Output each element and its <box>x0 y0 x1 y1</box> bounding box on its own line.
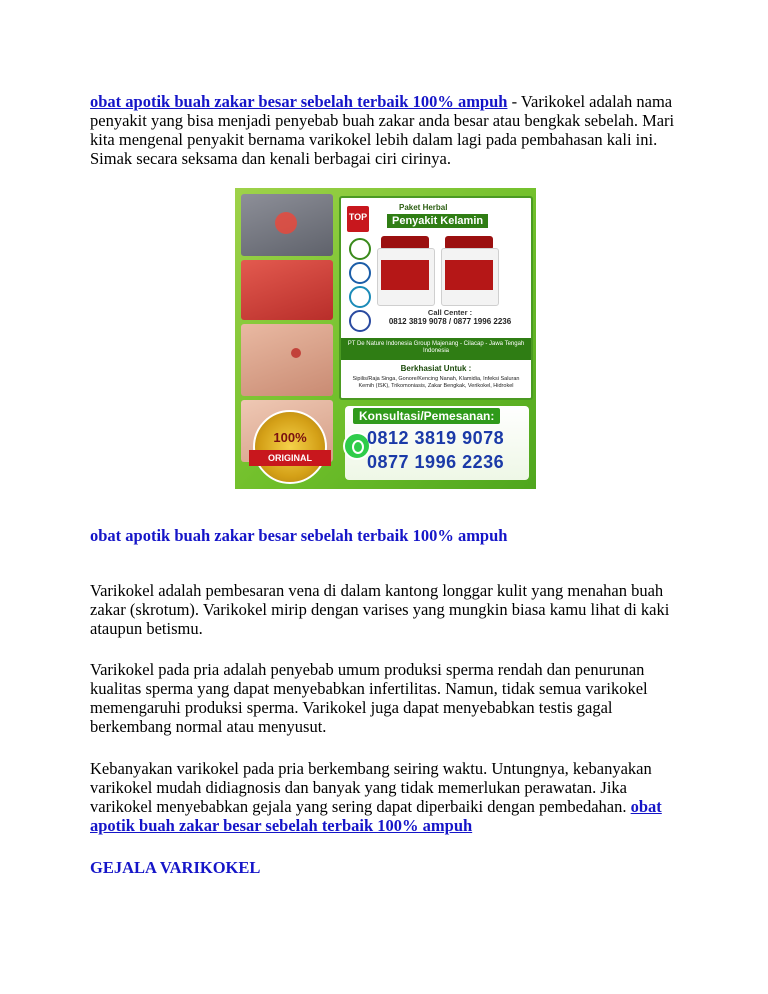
paragraph-2: Varikokel pada pria adalah penyebab umum produksi sperma rendah dan penurunan kualitas sperma yang dapat menyebabkan infertilitas. Namun, tidak semua varikokel memengaruhi produksi sperma. Varikokel juga dapat menyebabkan testis gagal berkembang normal atau menyusut. <box>90 660 648 736</box>
package-title: Penyakit Kelamin <box>387 214 488 228</box>
certification-icon <box>349 286 371 308</box>
certification-icon <box>349 238 371 260</box>
paragraph-1: Varikokel adalah pembesaran vena di dalam kantong longgar kulit yang menahan buah zakar (skrotum). Varikokel mirip dengan varises yang mungkin biasa kamu lihat di kaki ataupun betismu. <box>90 581 670 638</box>
consultation-box <box>345 406 529 480</box>
certification-icon <box>349 310 371 332</box>
benefits-text: Sipilis/Raja Singa, Gonore/Kencing Nanah, Klamidia, Infeksi Saluran Kemih (ISK), Trikomoniasis, Zakar Bengkak, Verikokel, Hidrokel <box>352 376 520 389</box>
symptoms-heading: GEJALA VARIKOKEL <box>90 858 261 877</box>
consultation-title: Konsultasi/Pemesanan: <box>353 408 500 424</box>
ad-photo-1 <box>241 194 333 256</box>
intro-text: - Varikokel adalah nama penyakit yang bisa menjadi penyebab buah zakar anda besar atau bengkak sebelah. Mari kita mengenal penyakit bernama varikokel lebih dalam lagi pada pembahasan kali ini. Simak secara seksama dan kenali berbagai ciri cirinya. <box>90 92 675 168</box>
phone-number-1: 0812 3819 9078 <box>367 428 505 448</box>
ad-photo-3 <box>241 324 333 396</box>
company-text: PT De Nature Indonesia Group Majenang - Cilacap - Jawa Tengah Indonesia <box>347 341 525 354</box>
company-band <box>341 338 531 360</box>
section-heading: obat apotik buah zakar besar sebelah terbaik 100% ampuh <box>90 526 508 545</box>
benefits-title: Berkhasiat Untuk : <box>400 364 472 373</box>
call-center-numbers: 0812 3819 9078 / 0877 1996 2236 <box>388 317 512 326</box>
product-jar-icon <box>441 236 497 304</box>
ad-photo-2 <box>241 260 333 320</box>
badge-percent: 100% <box>273 430 307 445</box>
top-quality-badge: TOP <box>347 206 369 232</box>
phone-number-2: 0877 1996 2236 <box>367 452 505 472</box>
certification-icon <box>349 262 371 284</box>
paragraph-3-keyword-link[interactable]: obat apotik buah zakar besar sebelah terbaik 100% ampuh <box>90 797 662 835</box>
call-center-info <box>373 308 527 327</box>
paragraph-3 <box>90 759 690 835</box>
product-card <box>339 196 533 400</box>
call-center-label: Call Center : <box>427 308 473 317</box>
badge-ribbon: ORIGINAL <box>249 450 331 466</box>
package-subtitle: Paket Herbal <box>399 203 448 212</box>
intro-paragraph <box>90 92 690 168</box>
original-badge-icon <box>253 410 327 484</box>
product-ad-image <box>235 188 536 489</box>
intro-keyword-link[interactable]: obat apotik buah zakar besar sebelah terbaik 100% ampuh <box>90 92 508 111</box>
paragraph-3-text: Kebanyakan varikokel pada pria berkembang seiring waktu. Untungnya, kebanyakan varikokel mudah didiagnosis dan banyak yang tidak memerlukan perawatan. Jika varikokel menyebabkan gejala yang sering dapat diperbaiki dengan pembedahan. <box>90 759 652 816</box>
product-jar-icon <box>377 236 433 304</box>
